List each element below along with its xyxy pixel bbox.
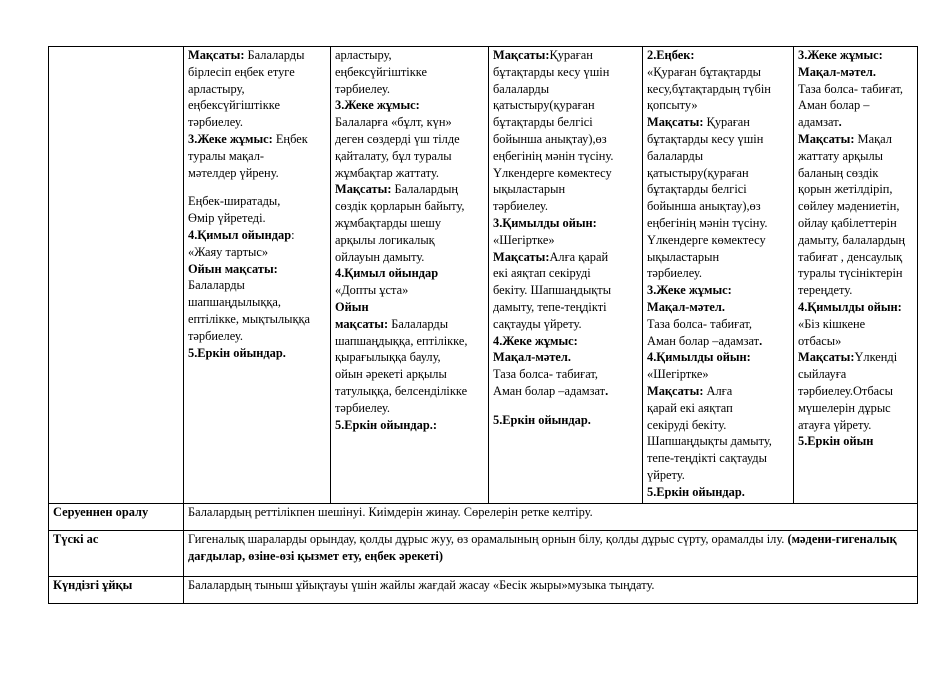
text-line — [335, 232, 484, 249]
day-4-cell — [643, 47, 794, 504]
line-text: табиғат , денсаулық — [798, 249, 903, 264]
line-text: сыйлауға — [798, 367, 847, 382]
text-line — [335, 215, 484, 232]
day-1-cell — [184, 47, 331, 504]
text-line — [335, 349, 484, 366]
line-text: еңбексүйгіштікке — [188, 98, 280, 113]
bold-heading: 4.Қимыл ойындар — [335, 266, 439, 281]
lunch-row-label: Түскі ас — [49, 531, 184, 577]
text-line — [798, 215, 913, 232]
text-line — [493, 148, 638, 165]
day-5-cell — [794, 47, 918, 504]
day-2-cell — [331, 47, 489, 504]
text-line — [188, 311, 326, 328]
line-text: еңбегінің мәнін түсіну. — [647, 215, 768, 230]
text-line — [188, 165, 326, 182]
text-line — [493, 412, 638, 429]
text-line — [335, 249, 484, 266]
text-line — [798, 64, 913, 81]
line-text: жаттату арқылы — [798, 148, 883, 163]
line-text: «Шегіртке» — [493, 232, 555, 247]
line-text: бұтақтарды кесу үшін — [493, 64, 610, 79]
text-line — [647, 349, 789, 366]
text-line — [188, 47, 326, 64]
bold-heading: 4.Қимыл ойындар — [188, 227, 292, 242]
text-line — [493, 47, 638, 64]
lunch-row-text: Гигеналық шараларды орындау, қолды дұрыс жуу, өз орамалының орнын білу, қолды дұрыс сүрту, орамалды ілу. — [188, 532, 788, 546]
text-line — [647, 148, 789, 165]
text-line — [335, 417, 484, 434]
line-text: ықыластарын — [493, 182, 566, 197]
line-text: тәрбиелеу. — [647, 266, 702, 281]
text-line — [798, 366, 913, 383]
line-text: қатыстыру(қураған — [493, 98, 595, 113]
line-text: атауға үйрету. — [798, 417, 872, 432]
line-text: Алға қарай — [549, 249, 609, 264]
line-text: Үлкендерге көмектесу — [647, 232, 766, 247]
text-line — [798, 265, 913, 282]
text-line — [335, 366, 484, 383]
line-text: Аман болар –адамзат — [493, 383, 606, 398]
line-text: мүшелерін дұрыс — [798, 400, 891, 415]
text-line — [335, 114, 484, 131]
line-text: тереңдету. — [798, 283, 853, 298]
line-text: шапшаңдыққа, ептілікке, — [335, 333, 468, 348]
line-text: үйрету. — [647, 467, 685, 482]
line-text: Қураған — [549, 48, 593, 62]
line-text: Таза болса- табиғат, — [647, 316, 752, 331]
line-text: қопсыту» — [647, 98, 698, 113]
bold-heading: Мақсаты: — [493, 48, 550, 62]
text-line — [647, 450, 789, 467]
line-text: еңбексүйгіштікке — [335, 64, 427, 79]
text-line — [647, 366, 789, 383]
text-line — [335, 81, 484, 98]
line-text: сақтауды үйрету. — [493, 316, 582, 331]
return-row-text: Балалардың реттілікпен шешінуі. Киімдерін жинау. Сөрелерін ретке келтіру. — [184, 504, 918, 531]
text-line — [188, 81, 326, 98]
line-text: тепе-теңдікті сақтауды — [647, 451, 767, 466]
text-line — [335, 299, 484, 316]
text-line — [647, 467, 789, 484]
line-text: Таза болса- табиғат, — [493, 367, 598, 382]
text-line — [335, 316, 484, 333]
text-line — [188, 193, 326, 210]
line-text: тәрбиелеу. — [493, 199, 548, 214]
bold-heading: Мақал-мәтел. — [493, 350, 571, 365]
line-text: ептілікке, мықтылыққа — [188, 311, 311, 326]
text-line — [188, 148, 326, 165]
line-text: туралы мақал- — [188, 148, 265, 163]
lunch-row — [49, 531, 918, 577]
text-line — [335, 265, 484, 282]
text-line — [493, 316, 638, 333]
bold-tail: . — [838, 115, 842, 130]
line-text: арластыру, — [188, 81, 245, 96]
line-text: ойлау қабілеттерін — [798, 215, 897, 230]
text-line — [335, 333, 484, 350]
bold-heading: 3.Қимылды ойын: — [493, 215, 597, 230]
line-text: мәтелдер үйрену. — [188, 165, 279, 180]
line-text: Қураған — [703, 115, 750, 130]
text-line — [647, 114, 789, 131]
text-line — [647, 181, 789, 198]
nap-row-text: Балалардың тыныш ұйықтауы үшін жайлы жағдай жасау «Бесік жыры»музыка тыңдату. — [184, 577, 918, 604]
text-line — [493, 265, 638, 282]
line-text: қатыстыру(қураған — [647, 165, 749, 180]
bold-heading: 2.Еңбек: — [647, 48, 695, 62]
text-line — [335, 131, 484, 148]
text-line — [493, 249, 638, 266]
text-line — [647, 265, 789, 282]
line-text: Өмір үйретеді. — [188, 211, 266, 226]
text-line — [188, 345, 326, 362]
daily-plan-table — [48, 46, 918, 604]
text-line — [798, 349, 913, 366]
text-line — [647, 249, 789, 266]
text-line — [335, 64, 484, 81]
line-text: арластыру, — [335, 48, 392, 62]
text-line — [798, 316, 913, 333]
line-text: қорын жетілдіріп, — [798, 182, 893, 197]
text-line — [188, 210, 326, 227]
line-text: бойынша анықтау),өз — [647, 199, 761, 214]
text-line — [493, 383, 638, 400]
text-line — [188, 131, 326, 148]
text-line — [647, 215, 789, 232]
line-text: сөйлеу мәдениетін, — [798, 199, 900, 214]
line-text: Балаларды — [188, 278, 245, 293]
text-line — [335, 198, 484, 215]
text-line — [188, 114, 326, 131]
line-text: деген сөздерді үш тілде — [335, 131, 460, 146]
line-text: ойын әрекеті арқылы — [335, 367, 447, 382]
text-line — [335, 165, 484, 182]
return-from-walk-row — [49, 504, 918, 531]
text-line — [798, 417, 913, 434]
text-line — [647, 198, 789, 215]
lunch-row-skills: (мәдени-гигеналық дағдылар, өзіне-өзі қызмет ету, еңбек әрекеті) — [188, 532, 897, 563]
text-line — [188, 261, 326, 278]
line-text: отбасы» — [798, 333, 842, 348]
nap-row-label: Күндізгі ұйқы — [49, 577, 184, 604]
line-text: баланың сөздік — [798, 165, 879, 180]
bold-heading: мақсаты: — [335, 316, 389, 331]
bold-heading: Мақсаты: — [798, 131, 855, 146]
text-line — [647, 383, 789, 400]
line-text: адамзат — [798, 115, 839, 130]
line-text: Мақал — [854, 131, 892, 146]
line-text: Үлкенді — [854, 350, 898, 365]
line-text: Үлкендерге көмектесу — [493, 165, 612, 180]
text-line — [798, 47, 913, 64]
text-line — [493, 282, 638, 299]
line-text: кесу,бұтақтардың түбін — [647, 81, 771, 96]
line-text: дамыту, тепе-теңдікті — [493, 299, 607, 314]
lunch-row-content — [184, 531, 918, 577]
bold-heading: 3.Жеке жұмыс: — [798, 48, 883, 62]
bold-heading: 5.Еркін ойындар. — [647, 484, 745, 499]
line-text: тәрбиелеу. — [335, 81, 390, 96]
line-text: «Қураған бұтақтарды — [647, 64, 761, 79]
line-text: Балаларды — [388, 316, 449, 331]
nap-row — [49, 577, 918, 604]
text-line — [798, 148, 913, 165]
line-text: Аман болар –адамзат — [647, 333, 760, 348]
text-line — [798, 81, 913, 98]
text-line — [188, 277, 326, 294]
line-text: «Біз кішкене — [798, 316, 866, 331]
line-text: қырағылыққа баулу, — [335, 350, 441, 365]
bold-heading: 4.Қимылды ойын: — [798, 299, 902, 314]
text-line — [798, 383, 913, 400]
bold-heading: Мақсаты: — [493, 249, 550, 264]
text-line — [335, 282, 484, 299]
line-text: жұмбақтар жаттату. — [335, 165, 439, 180]
text-line — [647, 484, 789, 501]
line-text: дамыту, балалардың — [798, 232, 906, 247]
text-line — [493, 299, 638, 316]
text-line — [798, 232, 913, 249]
text-line — [188, 97, 326, 114]
text-line — [647, 232, 789, 249]
line-text: тәрбиелеу. — [335, 400, 390, 415]
text-line — [493, 64, 638, 81]
line-text: Балаларға «бұлт, күн» — [335, 115, 452, 130]
line-text: «Шегіртке» — [647, 367, 709, 382]
line-text: секіруді бекіту. — [647, 417, 727, 432]
line-text: Шапшаңдықты дамыту, — [647, 434, 772, 449]
line-text: Балалардың — [391, 182, 459, 197]
line-text: «Жаяу тартыс» — [188, 244, 269, 259]
line-text: тәрбиелеу. — [188, 115, 243, 130]
line-text: еңбегінің мәнін түсіну. — [493, 148, 614, 163]
blank-line — [188, 181, 326, 193]
bold-heading: Мақсаты: — [647, 383, 704, 398]
line-text: ықыластарын — [647, 249, 720, 264]
text-line — [493, 215, 638, 232]
blank-line — [493, 400, 638, 412]
walk-activities-row — [49, 47, 918, 504]
text-line — [647, 81, 789, 98]
text-line — [493, 366, 638, 383]
text-line — [188, 328, 326, 345]
bold-heading: 3.Жеке жұмыс: — [647, 283, 732, 298]
bold-heading: 5.Еркін ойындар. — [493, 412, 591, 427]
bold-heading: 5.Еркін ойындар.: — [335, 417, 437, 432]
text-line — [188, 294, 326, 311]
text-line — [798, 114, 913, 131]
text-line — [647, 165, 789, 182]
line-text: бекіту. Шапшаңдықты — [493, 283, 612, 298]
bold-heading: Мақал-мәтел. — [798, 64, 876, 79]
text-line — [647, 64, 789, 81]
line-text: татулыққа, белсенділікке — [335, 383, 468, 398]
row-label-cell — [49, 47, 184, 504]
line-text: бұтақтарды кесу үшін — [647, 131, 764, 146]
line-text: балаларды — [493, 81, 550, 96]
text-line — [493, 349, 638, 366]
line-text: Еңбек-ширатады, — [188, 194, 281, 209]
bold-heading: Мақал-мәтел. — [647, 299, 725, 314]
bold-heading: Мақсаты: — [188, 48, 245, 62]
line-text: қарай екі аяқтап — [647, 400, 733, 415]
text-line — [798, 198, 913, 215]
day-3-cell — [489, 47, 643, 504]
line-text: екі аяқтап секіруді — [493, 266, 591, 281]
text-line — [798, 97, 913, 114]
text-line — [493, 114, 638, 131]
bold-heading: 4.Қимылды ойын: — [647, 350, 751, 365]
line-text: тәрбиелеу.Отбасы — [798, 383, 893, 398]
line-text: қайталату, бұл туралы — [335, 148, 452, 163]
line-text: тәрбиелеу. — [188, 328, 243, 343]
bold-heading: 3.Жеке жұмыс: — [188, 131, 273, 146]
line-text: сөздік қорларын байыту, — [335, 199, 465, 214]
text-line — [493, 333, 638, 350]
text-line — [335, 400, 484, 417]
line-text: туралы түсініктерін — [798, 266, 903, 281]
bold-heading: Мақсаты: — [647, 115, 704, 130]
text-line — [493, 198, 638, 215]
text-line — [647, 433, 789, 450]
bold-heading: Мақсаты: — [335, 182, 392, 197]
return-row-label: Серуеннен оралу — [49, 504, 184, 531]
line-text: Еңбек — [272, 131, 308, 146]
text-line — [798, 165, 913, 182]
line-text: : — [291, 227, 295, 242]
line-text: Алға — [703, 383, 733, 398]
text-line — [798, 299, 913, 316]
text-line — [493, 181, 638, 198]
line-text: шапшаңдылыққа, — [188, 295, 281, 310]
line-text: Аман болар – — [798, 98, 870, 113]
text-line — [647, 316, 789, 333]
text-line — [647, 400, 789, 417]
line-text: бұтақтарды белгісі — [647, 182, 747, 197]
line-text: бойынша анықтау),өз — [493, 131, 607, 146]
line-text: ойлауын дамыту. — [335, 249, 425, 264]
text-line — [798, 181, 913, 198]
bold-tail: . — [759, 333, 763, 348]
text-line — [188, 64, 326, 81]
text-line — [188, 227, 326, 244]
text-line — [335, 97, 484, 114]
line-text: Балаларды — [244, 48, 305, 62]
text-line — [798, 400, 913, 417]
text-line — [647, 131, 789, 148]
text-line — [798, 433, 913, 450]
text-line — [188, 244, 326, 261]
text-line — [647, 333, 789, 350]
line-text: балаларды — [647, 148, 704, 163]
bold-heading: 3.Жеке жұмыс: — [335, 98, 420, 113]
text-line — [647, 417, 789, 434]
text-line — [493, 81, 638, 98]
text-line — [493, 131, 638, 148]
bold-heading: 5.Еркін ойындар. — [188, 345, 286, 360]
line-text: жұмбақтарды шешу — [335, 215, 442, 230]
text-line — [493, 97, 638, 114]
line-text: «Допты ұста» — [335, 283, 409, 298]
text-line — [647, 299, 789, 316]
line-text: бірлесіп еңбек етуге — [188, 64, 295, 79]
bold-tail: . — [605, 383, 609, 398]
line-text: бұтақтарды белгісі — [493, 115, 593, 130]
bold-heading: Ойын мақсаты: — [188, 261, 278, 276]
text-line — [335, 383, 484, 400]
bold-heading: 4.Жеке жұмыс: — [493, 333, 578, 348]
text-line — [493, 165, 638, 182]
text-line — [335, 148, 484, 165]
text-line — [493, 232, 638, 249]
text-line — [798, 333, 913, 350]
text-line — [335, 181, 484, 198]
bold-heading: Ойын — [335, 299, 369, 314]
bold-heading: Мақсаты: — [798, 350, 855, 365]
bold-heading: 5.Еркін ойын — [798, 434, 874, 449]
line-text: арқылы логикалық — [335, 232, 435, 247]
text-line — [647, 282, 789, 299]
text-line — [647, 47, 789, 64]
text-line — [335, 47, 484, 64]
text-line — [798, 249, 913, 266]
text-line — [798, 282, 913, 299]
line-text: Таза болса- табиғат, — [798, 81, 903, 96]
text-line — [798, 131, 913, 148]
text-line — [647, 97, 789, 114]
